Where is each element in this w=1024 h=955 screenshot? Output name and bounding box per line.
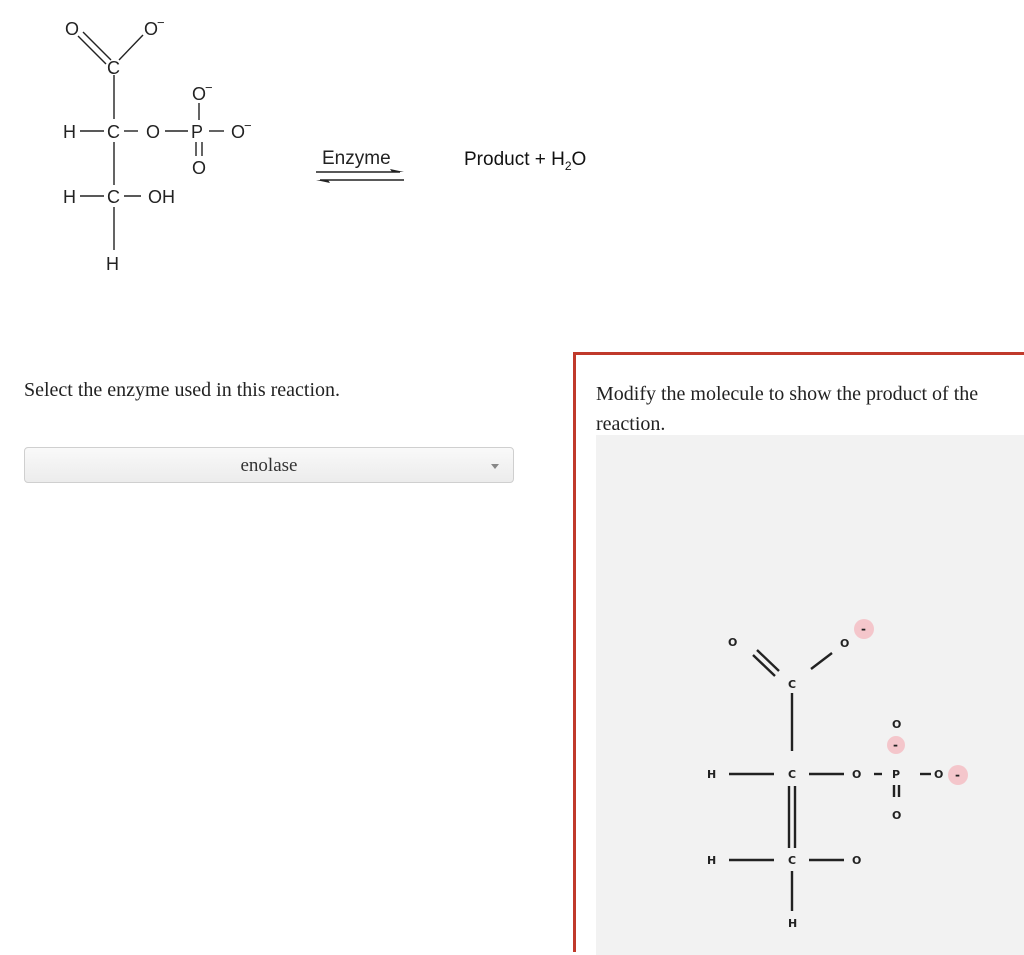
product-label: Product + H (464, 149, 565, 170)
reactant-atom-c3: C (107, 187, 120, 207)
reactant-charge-right: − (244, 118, 252, 133)
water-oxygen: O (571, 149, 587, 170)
reactant-atom-h2: H (63, 187, 76, 207)
reactant-atom-h1: H (63, 122, 76, 142)
enzyme-question: Select the enzyme used in this reaction. (24, 379, 341, 401)
editor-atom-o-right-p[interactable]: O (934, 768, 944, 781)
reactant-atom-o-minus-right: O (231, 122, 246, 142)
editor-atom-h-left1[interactable]: H (707, 768, 717, 781)
editor-atom-c3[interactable]: C (788, 854, 797, 867)
editor-atom-o-double-p[interactable]: O (892, 809, 902, 822)
editor-atom-h-left2[interactable]: H (707, 854, 717, 867)
molecule-editor-panel (573, 352, 1024, 952)
reactant-atom-c-carboxyl: C (107, 58, 120, 78)
reactant-atom-o-minus-top-p: O (192, 84, 207, 104)
editor-question: Modify the molecule to show the product of the reaction. (596, 383, 979, 435)
editor-molecule (596, 435, 1024, 955)
reactant-atom-oh: OH (148, 187, 175, 207)
charge-symbol: - (861, 622, 866, 636)
reactant-atom-h3: H (106, 254, 119, 274)
reactant-charge-top-p: − (205, 80, 213, 95)
reactant-atom-o-double: O (65, 19, 80, 39)
editor-atom-o-double[interactable]: O (728, 636, 738, 649)
charge-symbol-right: - (955, 768, 960, 782)
editor-atom-h-bottom[interactable]: H (788, 917, 798, 930)
reactant-charge-top: − (157, 15, 165, 30)
reactant-structure (0, 0, 300, 290)
editor-atom-o-top-p[interactable]: O (892, 718, 902, 731)
enzyme-dropdown[interactable] (24, 447, 514, 483)
reactant-atom-o-double-p: O (192, 158, 207, 178)
water-subscript: 2 (564, 158, 572, 173)
product-equation (464, 149, 586, 173)
charge-symbol-p: - (893, 738, 898, 752)
editor-atom-c2[interactable]: C (788, 768, 797, 781)
editor-atom-o-minus[interactable]: O (840, 637, 850, 650)
editor-atom-c1[interactable]: C (788, 678, 797, 691)
editor-atom-o-bridge[interactable]: O (852, 768, 862, 781)
enzyme-arrow-label: Enzyme (322, 148, 391, 169)
editor-atom-p[interactable]: P (892, 768, 901, 781)
editor-atom-o-oh[interactable]: O (852, 854, 862, 867)
enzyme-dropdown-value: enolase (240, 455, 298, 476)
reactant-atom-c2: C (107, 122, 120, 142)
reactant-atom-o-minus-top: O (144, 19, 159, 39)
equilibrium-arrow (300, 140, 420, 190)
molecule-drawing-canvas[interactable] (596, 435, 1024, 955)
reactant-atom-p: P (191, 122, 204, 142)
reactant-atom-o-bridge: O (146, 122, 161, 142)
chevron-down-icon (491, 464, 499, 469)
editor-bonds (729, 650, 931, 911)
